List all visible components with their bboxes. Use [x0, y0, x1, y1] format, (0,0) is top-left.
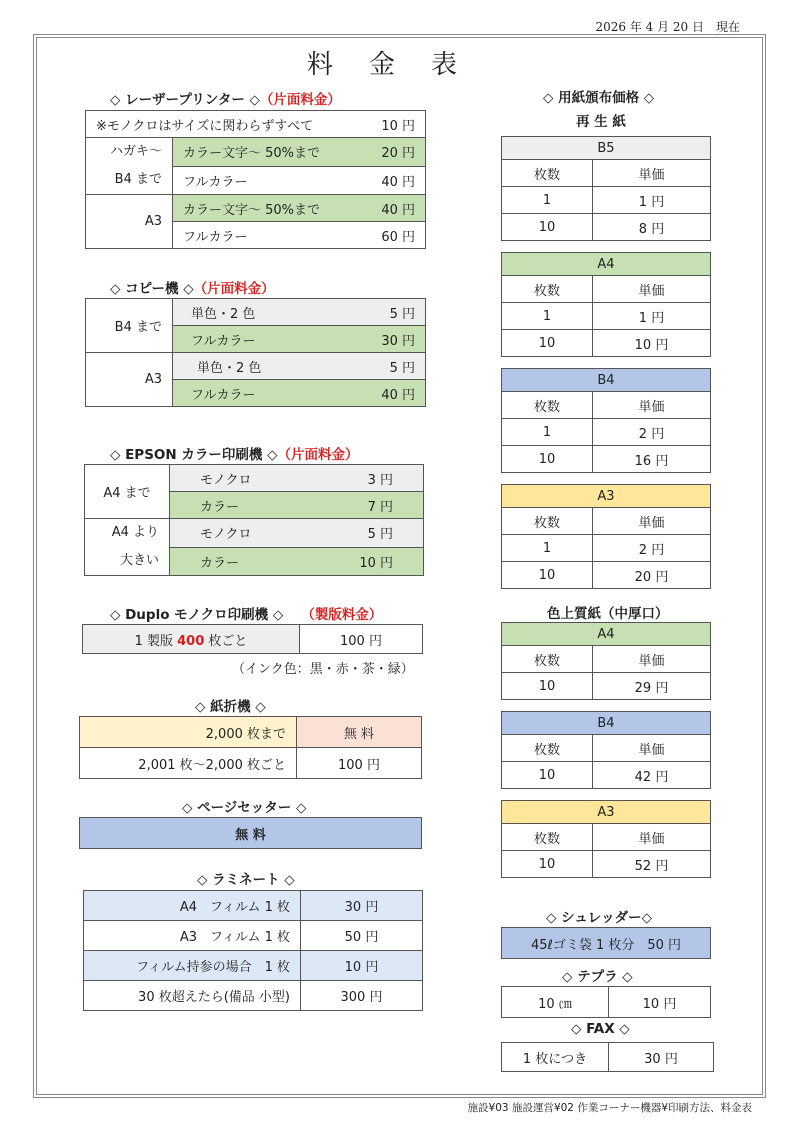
price: 10 円 — [359, 555, 393, 571]
color-text-label: カラー文字～ 50%まで — [183, 146, 321, 162]
table-row: 1 製版 400 枚ごと 100 円 — [83, 625, 423, 654]
table-row — [502, 137, 711, 160]
col-qty: 枚数 — [502, 276, 593, 303]
qty-cell: 1 — [502, 419, 593, 446]
table-row — [502, 562, 711, 589]
col-unit: 単価 — [593, 276, 711, 303]
price: 40 円 — [381, 387, 415, 403]
table-row — [502, 160, 711, 187]
laminate-heading: ◇ ラミネート ◇ — [197, 872, 295, 888]
paper-size: A4 — [502, 253, 711, 276]
table-row — [502, 214, 711, 241]
duplo-count: 400 — [177, 633, 205, 649]
fax-price: 30 円 — [609, 1043, 714, 1072]
color-paper-heading: 色上質紙（中厚口） — [547, 606, 669, 622]
table-row — [85, 465, 424, 492]
table-row — [502, 535, 711, 562]
folder-row2-price: 100 円 — [297, 748, 422, 779]
laminate-price: 300 円 — [301, 981, 423, 1011]
full-label: フルカラー — [191, 333, 256, 349]
laminate-price: 10 円 — [301, 951, 423, 981]
table-row — [84, 891, 423, 921]
col-unit: 単価 — [593, 735, 711, 762]
a4-label: A4 まで — [85, 465, 170, 519]
table-row — [85, 519, 424, 548]
qty-cell: 10 — [502, 851, 593, 878]
qty-cell: 10 — [502, 214, 593, 241]
col-qty: 枚数 — [502, 160, 593, 187]
laminate-label: A3 フィルム 1 枚 — [84, 921, 301, 951]
unit-price-cell: 29 円 — [593, 673, 711, 700]
col-unit: 単価 — [593, 824, 711, 851]
table-row — [502, 623, 711, 646]
mono-label: 単色・2 色 — [191, 306, 256, 322]
tepra-price: 10 円 — [609, 987, 711, 1018]
price: 20 円 — [381, 146, 415, 162]
unit-price-cell: 42 円 — [593, 762, 711, 789]
b4-label: B4 まで — [86, 299, 173, 353]
tepra-heading: ◇ テプラ ◇ — [562, 969, 633, 985]
laminate-label: A4 フィルム 1 枚 — [84, 891, 301, 921]
col-qty: 枚数 — [502, 824, 593, 851]
color-label: カラー — [200, 499, 240, 515]
paper-table-a3 — [501, 800, 711, 878]
table-row — [86, 299, 426, 326]
duplo-heading: ◇ Duplo モノクロ印刷機 ◇ （製版料金） — [110, 607, 383, 623]
folder-row2-label: 2,001 枚～2,000 枚ごと — [80, 748, 297, 779]
unit-price-cell: 20 円 — [593, 562, 711, 589]
page-setter-heading: ◇ ページセッター ◇ — [182, 800, 307, 816]
col-qty: 枚数 — [502, 392, 593, 419]
price: 40 円 — [381, 202, 415, 218]
footer-path: 施設¥03 施設運営¥02 作業コーナー機器¥印刷方法、料金表 — [467, 1102, 752, 1114]
price: 40 円 — [381, 174, 415, 190]
paper-size: B4 — [502, 369, 711, 392]
laminate-table — [83, 890, 423, 1011]
table-row — [502, 446, 711, 473]
qty-cell: 10 — [502, 446, 593, 473]
qty-cell: 10 — [502, 762, 593, 789]
table-row — [502, 851, 711, 878]
laminate-price: 50 円 — [301, 921, 423, 951]
table-row — [86, 195, 426, 222]
unit-price-cell: 52 円 — [593, 851, 711, 878]
table-row — [86, 111, 426, 138]
col-qty: 枚数 — [502, 508, 593, 535]
unit-price-cell: 2 円 — [593, 419, 711, 446]
larger-label: A4 より — [111, 525, 159, 540]
table-row — [502, 735, 711, 762]
epson-heading: ◇ EPSON カラー印刷機 ◇（片面料金） — [110, 447, 359, 463]
recycled-heading: 再 生 紙 — [576, 114, 626, 130]
paper-size: A3 — [502, 801, 711, 824]
paper-size: B4 — [502, 712, 711, 735]
price: 5 円 — [367, 527, 393, 543]
qty-cell: 10 — [502, 562, 593, 589]
unit-price-cell: 8 円 — [593, 214, 711, 241]
qty-cell: 10 — [502, 673, 593, 700]
table-row — [502, 673, 711, 700]
full-color-label: フルカラー — [183, 174, 248, 190]
unit-price-cell: 2 円 — [593, 535, 711, 562]
table-row — [80, 717, 422, 748]
table-row — [502, 824, 711, 851]
laminate-price: 30 円 — [301, 891, 423, 921]
folder-heading: ◇ 紙折機 ◇ — [195, 699, 266, 715]
paper-table-b4 — [501, 711, 711, 789]
shredder-table — [501, 927, 711, 959]
table-row — [502, 303, 711, 330]
price: 5 円 — [389, 360, 415, 376]
full-label: フルカラー — [191, 387, 256, 403]
table-row — [502, 508, 711, 535]
a3-label: A3 — [86, 195, 173, 249]
table-row — [80, 818, 422, 849]
mono-label: モノクロ — [200, 527, 252, 543]
laser-table — [85, 110, 426, 249]
qty-cell: 1 — [502, 303, 593, 330]
mono-price: 10 円 — [381, 118, 415, 134]
table-row — [502, 762, 711, 789]
paper-size: A3 — [502, 485, 711, 508]
laminate-label: フィルム持参の場合 1 枚 — [84, 951, 301, 981]
table-row — [80, 748, 422, 779]
unit-price-cell: 1 円 — [593, 303, 711, 330]
table-row — [502, 646, 711, 673]
col-unit: 単価 — [593, 646, 711, 673]
paper-table-a4 — [501, 252, 711, 357]
table-row — [502, 276, 711, 303]
fax-label: 1 枚につき — [502, 1043, 609, 1072]
price: 30 円 — [381, 333, 415, 349]
shredder-value: 45ℓゴミ袋 1 枚分 50 円 — [502, 928, 711, 959]
page-title: 料金表 — [306, 50, 493, 80]
laser-heading: ◇ レーザープリンター ◇（片面料金） — [110, 92, 341, 108]
fax-heading: ◇ FAX ◇ — [571, 1021, 630, 1037]
qty-cell: 1 — [502, 187, 593, 214]
col-unit: 単価 — [593, 508, 711, 535]
folder-row1-label: 2,000 枚まで — [80, 717, 297, 748]
duplo-label: 1 製版 — [134, 633, 178, 649]
paper-table-a4 — [501, 622, 711, 700]
page-setter-value: 無 料 — [80, 818, 422, 849]
price: 60 円 — [381, 229, 415, 245]
table-row — [86, 138, 426, 167]
table-row — [502, 369, 711, 392]
col-unit: 単価 — [593, 160, 711, 187]
a3-label: A3 — [86, 353, 173, 407]
table-row — [502, 712, 711, 735]
epson-table — [84, 464, 424, 576]
paper-table-a3 — [501, 484, 711, 589]
unit-price-cell: 10 円 — [593, 330, 711, 357]
copy-table — [85, 298, 426, 407]
col-unit: 単価 — [593, 392, 711, 419]
table-row — [502, 1043, 714, 1072]
table-row — [502, 801, 711, 824]
col-qty: 枚数 — [502, 646, 593, 673]
table-row — [502, 187, 711, 214]
color-text-label: カラー文字～ 50%まで — [183, 202, 321, 218]
hagaki-label: ハガキ～ — [109, 144, 162, 159]
col-qty: 枚数 — [502, 735, 593, 762]
paper-heading: ◇ 用紙頒布価格 ◇ — [543, 90, 655, 106]
table-row — [502, 253, 711, 276]
table-row — [502, 419, 711, 446]
duplo-table — [82, 624, 423, 654]
unit-price-cell: 1 円 — [593, 187, 711, 214]
price: 3 円 — [367, 472, 393, 488]
copy-heading: ◇ コピー機 ◇（片面料金） — [110, 281, 275, 297]
color-label: カラー — [200, 555, 240, 571]
table-row — [84, 981, 423, 1011]
price: 7 円 — [367, 499, 393, 515]
page-setter-table — [79, 817, 422, 849]
folder-table — [79, 716, 422, 779]
table-row — [84, 921, 423, 951]
mono-label: ※モノクロはサイズに関わらずすべて — [96, 118, 314, 134]
table-row — [502, 987, 711, 1018]
table-row — [502, 392, 711, 419]
shredder-heading: ◇ シュレッダー◇ — [546, 910, 653, 926]
duplo-price: 100 円 — [300, 625, 423, 654]
tepra-label: 10 ㎝ — [502, 987, 609, 1018]
ink-note: （インク色：黒・赤・茶・緑） — [232, 662, 414, 677]
larger-label: 大きい — [119, 553, 159, 568]
paper-size: B5 — [502, 137, 711, 160]
table-row — [502, 928, 711, 959]
table-row — [502, 485, 711, 508]
unit-price-cell: 16 円 — [593, 446, 711, 473]
full-color-label: フルカラー — [183, 229, 248, 245]
folder-row1-price: 無 料 — [297, 717, 422, 748]
b4-label: B4 まで — [114, 172, 162, 187]
paper-table-b4 — [501, 368, 711, 473]
mono-label: 単色・2 色 — [197, 360, 262, 376]
qty-cell: 10 — [502, 330, 593, 357]
paper-table-b5 — [501, 136, 711, 241]
paper-size: A4 — [502, 623, 711, 646]
table-row — [86, 353, 426, 380]
price: 5 円 — [389, 306, 415, 322]
tepra-table — [501, 986, 711, 1018]
laminate-label: 30 枚超えたら(備品 小型) — [84, 981, 301, 1011]
table-row — [502, 330, 711, 357]
mono-label: モノクロ — [200, 472, 252, 488]
table-row — [84, 951, 423, 981]
qty-cell: 1 — [502, 535, 593, 562]
fax-table — [501, 1042, 714, 1072]
date-stamp: 2026 年 4 月 20 日 現在 — [595, 20, 740, 34]
